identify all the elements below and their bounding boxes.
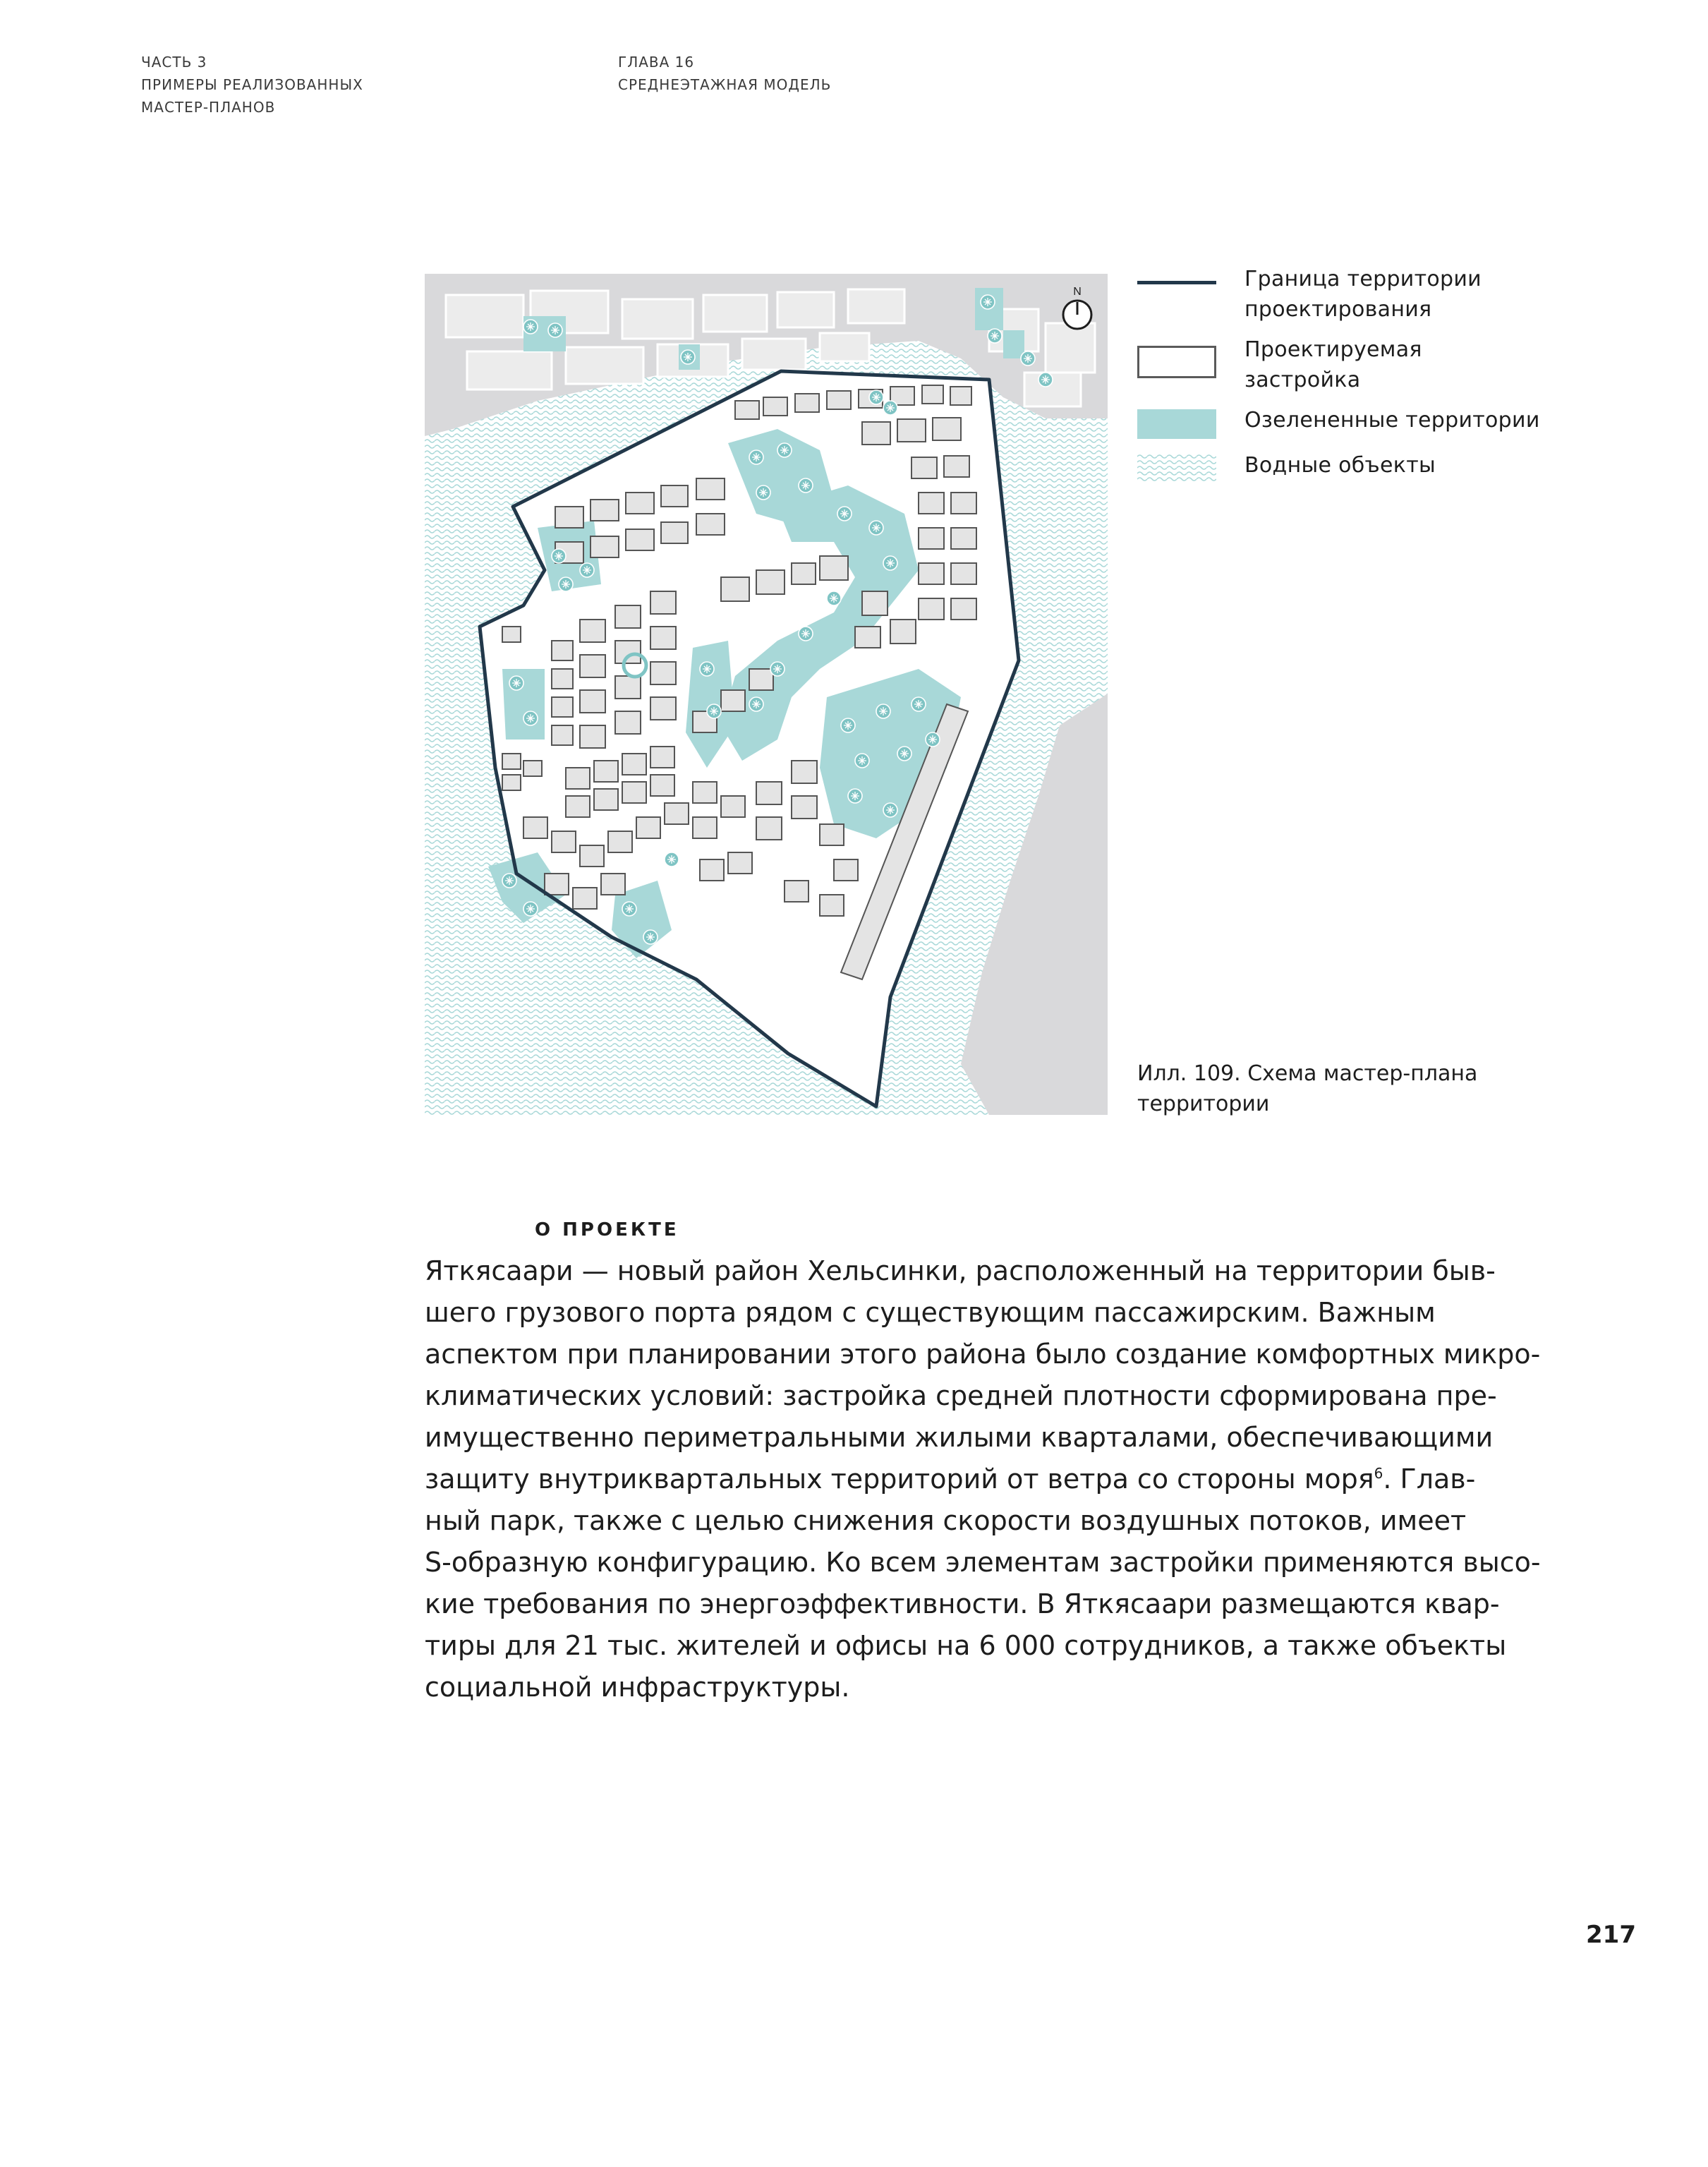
caption-line: Илл. 109. Схема мастер-плана — [1137, 1061, 1478, 1086]
green-swatch — [1137, 409, 1216, 439]
legend-label-buildings: Проектируемая застройка — [1244, 337, 1422, 392]
caption-line: территории — [1137, 1092, 1270, 1116]
text-line: имущественно периметральными жилыми кварталами, обеспечивающими — [425, 1422, 1494, 1453]
legend-item-water — [1137, 450, 1631, 521]
text-line: Яткясаари — новый район Хельсинки, расположенный на территории быв- — [425, 1255, 1496, 1286]
text-segment: защиту внутриквартальных территорий от ветра со стороны моря — [425, 1463, 1374, 1495]
legend-item-boundary — [1137, 264, 1631, 334]
water-swatch — [1137, 453, 1216, 481]
buildings-swatch — [1137, 346, 1216, 378]
text-line: шего грузового порта рядом с существующим пассажирским. Важным — [425, 1297, 1436, 1328]
text-line: тиры для 21 тыс. жителей и офисы на 6 000 сотрудников, а также объекты — [425, 1630, 1507, 1661]
text-line: S-образную конфигурацию. Ко всем элементам застройки применяются высо- — [425, 1547, 1541, 1578]
boundary-swatch — [1137, 281, 1216, 284]
figure-caption — [1137, 1058, 1477, 1119]
text-line-with-footnote — [425, 1459, 1610, 1500]
legend-item-buildings — [1137, 334, 1631, 405]
page-number: 217 — [1586, 1921, 1636, 1949]
section-heading: О ПРОЕКТЕ — [535, 1219, 679, 1241]
text-line: аспектом при планировании этого района было создание комфортных микро- — [425, 1339, 1541, 1370]
running-header-part — [141, 51, 363, 119]
footnote-marker: 6 — [1374, 1465, 1383, 1482]
text-line: социальной инфраструктуры. — [425, 1672, 850, 1703]
legend-item-green — [1137, 405, 1631, 450]
legend-label-water: Водные объекты — [1244, 453, 1436, 478]
legend-label-green: Озелененные территории — [1244, 408, 1540, 433]
chapter-line: ГЛАВА 16 — [618, 54, 695, 71]
map-legend — [1137, 264, 1631, 521]
running-header-chapter — [618, 51, 831, 96]
chapter-line: СРЕДНЕЭТАЖНАЯ МОДЕЛЬ — [618, 76, 832, 93]
text-line: климатических условий: застройка средней плотности сформирована пре- — [425, 1380, 1497, 1411]
legend-label-boundary: Граница территории проектирования — [1244, 267, 1482, 322]
text-segment: . Глав- — [1383, 1463, 1476, 1495]
part-line: МАСТЕР-ПЛАНОВ — [141, 99, 276, 116]
part-line: ЧАСТЬ 3 — [141, 54, 207, 71]
part-line: ПРИМЕРЫ РЕАЛИЗОВАННЫХ — [141, 76, 363, 93]
text-line: кие требования по энергоэффективности. В Яткясаари размещаются квар- — [425, 1588, 1500, 1619]
text-line: ный парк, также с целью снижения скорости воздушных потоков, имеет — [425, 1505, 1467, 1536]
north-label: N — [1073, 286, 1082, 298]
master-plan-map — [425, 274, 1108, 1115]
body-paragraph — [425, 1250, 1610, 1708]
master-plan-svg — [425, 274, 1108, 1115]
